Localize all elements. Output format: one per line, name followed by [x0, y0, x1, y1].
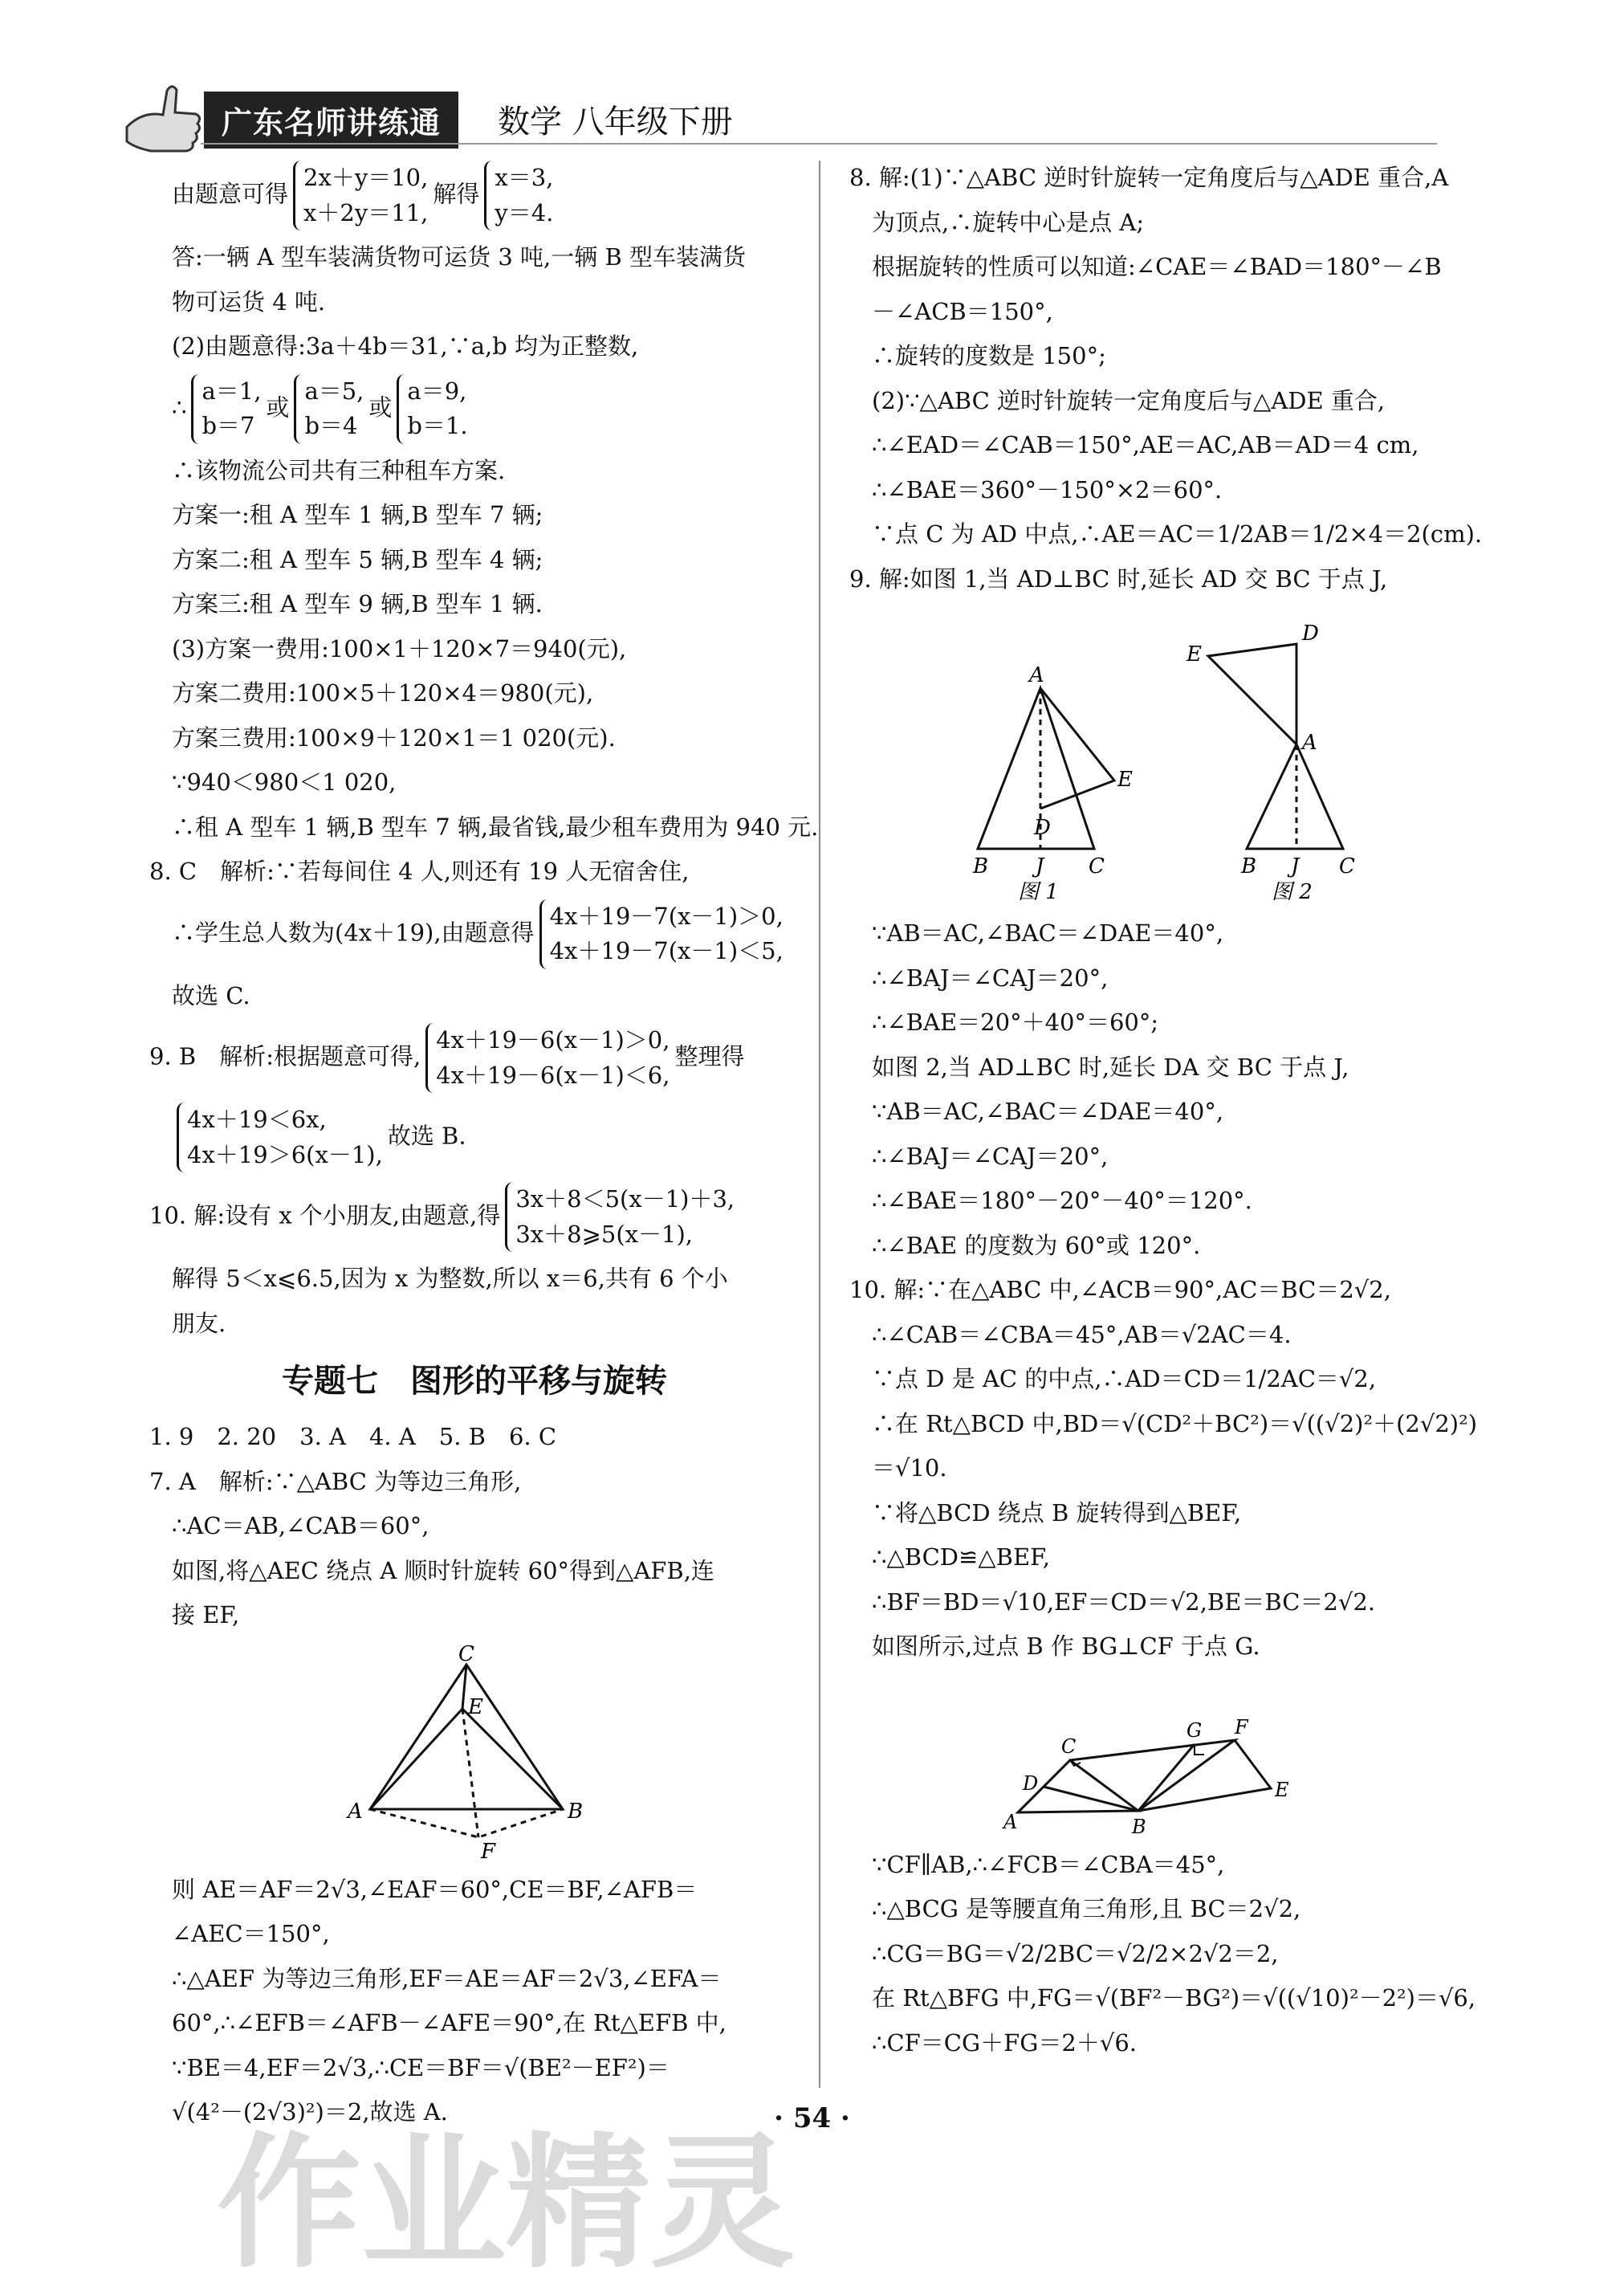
equation-line: 2x＋y＝10, — [303, 164, 429, 191]
fig2-label-d2: D — [1302, 622, 1319, 646]
watermark: 作业精灵 — [217, 2120, 796, 2288]
equation-mid: 整理得 — [674, 1042, 745, 1070]
equation-line: 4x＋19＜6x, — [187, 1106, 327, 1133]
text-line: ∴∠BAE＝360°－150°×2＝60°. — [872, 475, 1223, 503]
fig2-label-e: E — [1117, 768, 1133, 792]
text-line: 60°,∴∠EFB＝∠AFB－∠AFE＝90°,在 Rt△EFB 中, — [172, 2009, 727, 2036]
equation-line: a＝9, — [407, 377, 467, 405]
fig2-caption-1: 图 1 — [1018, 880, 1059, 904]
fig3-label-e: E — [1275, 1778, 1289, 1801]
equation-line-group — [149, 161, 800, 230]
text-line: 物可运货 4 吨. — [172, 287, 326, 316]
text-line: ∵CF∥AB,∴∠FCB＝∠CBA＝45°, — [872, 1850, 1225, 1878]
fig2-label-e2: E — [1186, 642, 1202, 666]
fig2-label-j: J — [1036, 854, 1044, 878]
equation-line: 4x＋19－7(x－1)＜5, — [549, 937, 784, 964]
text-line: ∴∠BAE＝180°－20°－40°＝120°. — [872, 1187, 1252, 1214]
equation-prefix: 由题意可得 — [172, 180, 289, 208]
fig2-label-c: C — [1089, 854, 1105, 878]
fig2-label-a2: A — [1302, 731, 1317, 755]
equation-line: x＋2y＝11, — [303, 198, 429, 226]
equation-or: 或 — [368, 393, 393, 421]
text-line: 如图所示,过点 B 作 BG⊥CF 于点 G. — [872, 1633, 1260, 1660]
page-number: · 54 · — [774, 2102, 850, 2134]
equation-line: a＝1, — [201, 377, 262, 405]
text-line: 1. 9 2. 20 3. A 4. A 5. B 6. C — [149, 1423, 557, 1450]
text-line: 如图,将△AEC 绕点 A 顺时针旋转 60°得到△AFB,连 — [172, 1556, 714, 1584]
text-line: 如图 2,当 AD⊥BC 时,延长 DA 交 BC 于点 J, — [872, 1053, 1349, 1081]
text-line: 10. 解:∵在△ABC 中,∠ACB＝90°,AC＝BC＝2√2, — [849, 1276, 1391, 1303]
text-line: ∴CF＝CG＋FG＝2＋√6. — [872, 2028, 1138, 2057]
fig2-label-b: B — [973, 854, 989, 878]
text-line: 故选 C. — [172, 981, 250, 1009]
section-title: 专题七 图形的平移与旋转 — [282, 1363, 667, 1400]
text-line: ∴AC＝AB,∠CAB＝60°, — [172, 1512, 429, 1539]
fig2-caption-2: 图 2 — [1272, 880, 1313, 904]
figure-rotation-bcd — [994, 1676, 1347, 1836]
text-line: ∵点 D 是 AC 的中点,∴AD＝CD＝1/2AC＝√2, — [872, 1365, 1377, 1392]
text-line: (3)方案一费用:100×1＋120×7＝940(元), — [172, 634, 627, 662]
text-line: 方案一:租 A 型车 1 辆,B 型车 7 辆; — [172, 501, 543, 528]
text-line: ∴∠EAD＝∠CAB＝150°,AE＝AC,AB＝AD＝4 cm, — [872, 431, 1419, 459]
equation-line-group — [149, 1103, 800, 1172]
text-line: 解得 5＜x⩽6.5,因为 x 为整数,所以 x＝6,共有 6 个小 — [172, 1265, 728, 1292]
subject-label: 数学 八年级下册 — [498, 104, 733, 141]
text-line: ∴∠BAJ＝∠CAJ＝20°, — [872, 1142, 1109, 1170]
equation-line: b＝1. — [407, 412, 468, 439]
text-line: 8. 解:(1)∵△ABC 逆时针旋转一定角度后与△ADE 重合,A — [849, 164, 1449, 191]
text-line: ∴△BCG 是等腰直角三角形,且 BC＝2√2, — [872, 1895, 1301, 1922]
fig1-label-b: B — [568, 1799, 584, 1824]
text-line: ∴旋转的度数是 150°; — [872, 342, 1106, 369]
equation-prefix: ∴学生总人数为(4x＋19),由题意得 — [172, 919, 535, 946]
column-divider — [819, 161, 820, 2088]
equation-line-group — [149, 374, 800, 444]
equation-line-group — [149, 1182, 800, 1252]
text-line: ∠AEC＝150°, — [172, 1920, 330, 1947]
text-line: －∠ACB＝150°, — [872, 297, 1053, 325]
equation-line: x＝3, — [495, 164, 554, 191]
equation-system — [293, 161, 428, 230]
equation-line-group — [149, 1023, 800, 1093]
text-line: 7. A 解析:∵△ABC 为等边三角形, — [149, 1467, 522, 1495]
equation-prefix: 10. 解:设有 x 个小朋友,由题意,得 — [149, 1201, 501, 1229]
text-line: ∵BE＝4,EF＝2√3,∴CE＝BF＝√(BE²－EF²)＝ — [172, 2053, 670, 2081]
text-line: 答:一辆 A 型车装满货物可运货 3 吨,一辆 B 型车装满货 — [172, 243, 747, 271]
equation-line: 4x＋19－6(x－1)＜6, — [436, 1061, 670, 1089]
text-line: ∵940＜980＜1 020, — [172, 768, 397, 796]
text-line: ∴△AEF 为等边三角形,EF＝AE＝AF＝2√3,∠EFA＝ — [172, 1964, 722, 1992]
equation-system — [539, 899, 784, 969]
equation-system — [484, 161, 553, 230]
fig1-label-e: E — [468, 1694, 483, 1719]
equation-line: y＝4. — [495, 198, 554, 226]
text-line: (2)∵△ABC 逆时针旋转一定角度后与△ADE 重合, — [872, 386, 1386, 414]
text-line: (2)由题意得:3a＋4b＝31,∵a,b 均为正整数, — [172, 332, 639, 360]
text-line: ∵将△BCD 绕点 B 旋转得到△BEF, — [872, 1498, 1242, 1527]
text-line: 接 EF, — [172, 1601, 240, 1629]
brand-label: 广东名师讲练通 — [204, 92, 458, 149]
fig2-label-d: D — [1034, 816, 1051, 840]
text-line: ∴BF＝BD＝√10,EF＝CD＝√2,BE＝BC＝2√2. — [872, 1588, 1376, 1616]
equation-prefix: ∴ — [172, 393, 187, 421]
fig1-label-a: A — [348, 1799, 363, 1824]
equation-system — [505, 1182, 735, 1252]
equation-mid: 故选 B. — [387, 1122, 466, 1150]
equation-system — [425, 1023, 670, 1093]
header-rule — [201, 143, 1437, 145]
equation-system — [177, 1103, 383, 1172]
fig3-label-b: B — [1132, 1815, 1146, 1836]
text-line: 方案二费用:100×5＋120×4＝980(元), — [172, 679, 594, 707]
text-line: ＝√10. — [872, 1454, 947, 1482]
equation-line: b＝7 — [201, 412, 255, 439]
equation-line: a＝5, — [304, 377, 364, 405]
equation-prefix: 9. B 解析:根据题意可得, — [149, 1042, 421, 1070]
text-line: 根据旋转的性质可以知道:∠CAE＝∠BAD＝180°－∠B — [872, 253, 1442, 280]
text-line: ∴∠BAE 的度数为 60°或 120°. — [872, 1231, 1201, 1259]
equation-mid: 解得 — [433, 180, 480, 208]
text-line: ∵点 C 为 AD 中点,∴AE＝AC＝1/2AB＝1/2×4＝2(cm). — [872, 520, 1483, 548]
text-line: 9. 解:如图 1,当 AD⊥BC 时,延长 AD 交 BC 于点 J, — [849, 565, 1388, 593]
text-line: 朋友. — [172, 1309, 226, 1337]
text-line: 方案三费用:100×9＋120×1＝1 020(元). — [172, 724, 616, 752]
fig1-label-f: F — [481, 1839, 496, 1861]
equation-line: 3x＋8⩾5(x－1), — [515, 1220, 694, 1248]
text-line: ∴该物流公司共有三种租车方案. — [172, 456, 506, 484]
thumbs-up-icon — [119, 79, 207, 156]
fig2-label-a: A — [1029, 663, 1044, 687]
equation-line-group — [149, 899, 800, 969]
text-line: ∴租 A 型车 1 辆,B 型车 7 辆,最省钱,最少租车费用为 940 元. — [172, 813, 819, 841]
text-line: ∴△BCD≌△BEF, — [872, 1543, 1050, 1571]
text-line: ∵AB＝AC,∠BAC＝∠DAE＝40°, — [872, 1098, 1224, 1125]
text-line: ∴∠BAJ＝∠CAJ＝20°, — [872, 964, 1109, 992]
equation-line: 3x＋8＜5(x－1)＋3, — [515, 1185, 735, 1213]
figure-rotation-cases — [946, 608, 1395, 905]
equation-system — [294, 374, 364, 444]
fig2-label-b2: B — [1241, 854, 1257, 878]
fig3-label-g: G — [1186, 1718, 1203, 1742]
equation-line: 4x＋19－6(x－1)＞0, — [436, 1026, 670, 1054]
fig3-label-f: F — [1235, 1715, 1248, 1739]
text-line: 方案三:租 A 型车 9 辆,B 型车 1 辆. — [172, 590, 543, 618]
text-line: √(4²－(2√3)²)＝2,故选 A. — [172, 2098, 448, 2126]
text-line: ∴在 Rt△BCD 中,BD＝√(CD²＋BC²)＝√((√2)²＋(2√2)²) — [872, 1409, 1478, 1437]
text-line: ∴∠BAE＝20°＋40°＝60°; — [872, 1009, 1159, 1036]
equation-line: 4x＋19－7(x－1)＞0, — [549, 902, 784, 930]
fig2-label-c2: C — [1339, 854, 1355, 878]
text-line: 为顶点,∴旋转中心是点 A; — [872, 208, 1145, 236]
text-line: 则 AE＝AF＝2√3,∠EAF＝60°,CE＝BF,∠AFB＝ — [172, 1875, 698, 1903]
equation-line: b＝4 — [304, 412, 358, 439]
fig3-label-a: A — [1003, 1810, 1018, 1833]
right-column — [849, 161, 1492, 2070]
text-line: 8. C 解析:∵若每间住 4 人,则还有 19 人无宿舍住, — [149, 858, 690, 885]
fig3-label-d: D — [1023, 1771, 1039, 1795]
fig3-label-c: C — [1061, 1734, 1077, 1758]
text-line: 在 Rt△BFG 中,FG＝√(BF²－BG²)＝√((√10)²－2²)＝√6, — [872, 1984, 1476, 2012]
equation-or: 或 — [266, 393, 290, 421]
text-line: ∴∠CAB＝∠CBA＝45°,AB＝√2AC＝4. — [872, 1320, 1292, 1348]
fig2-label-j2: J — [1291, 854, 1300, 878]
equation-system — [397, 374, 467, 444]
equation-system — [191, 374, 261, 444]
equation-line: 4x＋19＞6(x－1), — [187, 1140, 383, 1168]
text-line: ∴CG＝BG＝√2/2BC＝√2/2×2√2＝2, — [872, 1939, 1279, 1967]
text-line: 方案二:租 A 型车 5 辆,B 型车 4 辆; — [172, 545, 543, 573]
figure-equilateral-rotation — [338, 1645, 611, 1861]
text-line: ∵AB＝AC,∠BAC＝∠DAE＝40°, — [872, 919, 1224, 947]
fig1-label-c: C — [458, 1644, 474, 1666]
